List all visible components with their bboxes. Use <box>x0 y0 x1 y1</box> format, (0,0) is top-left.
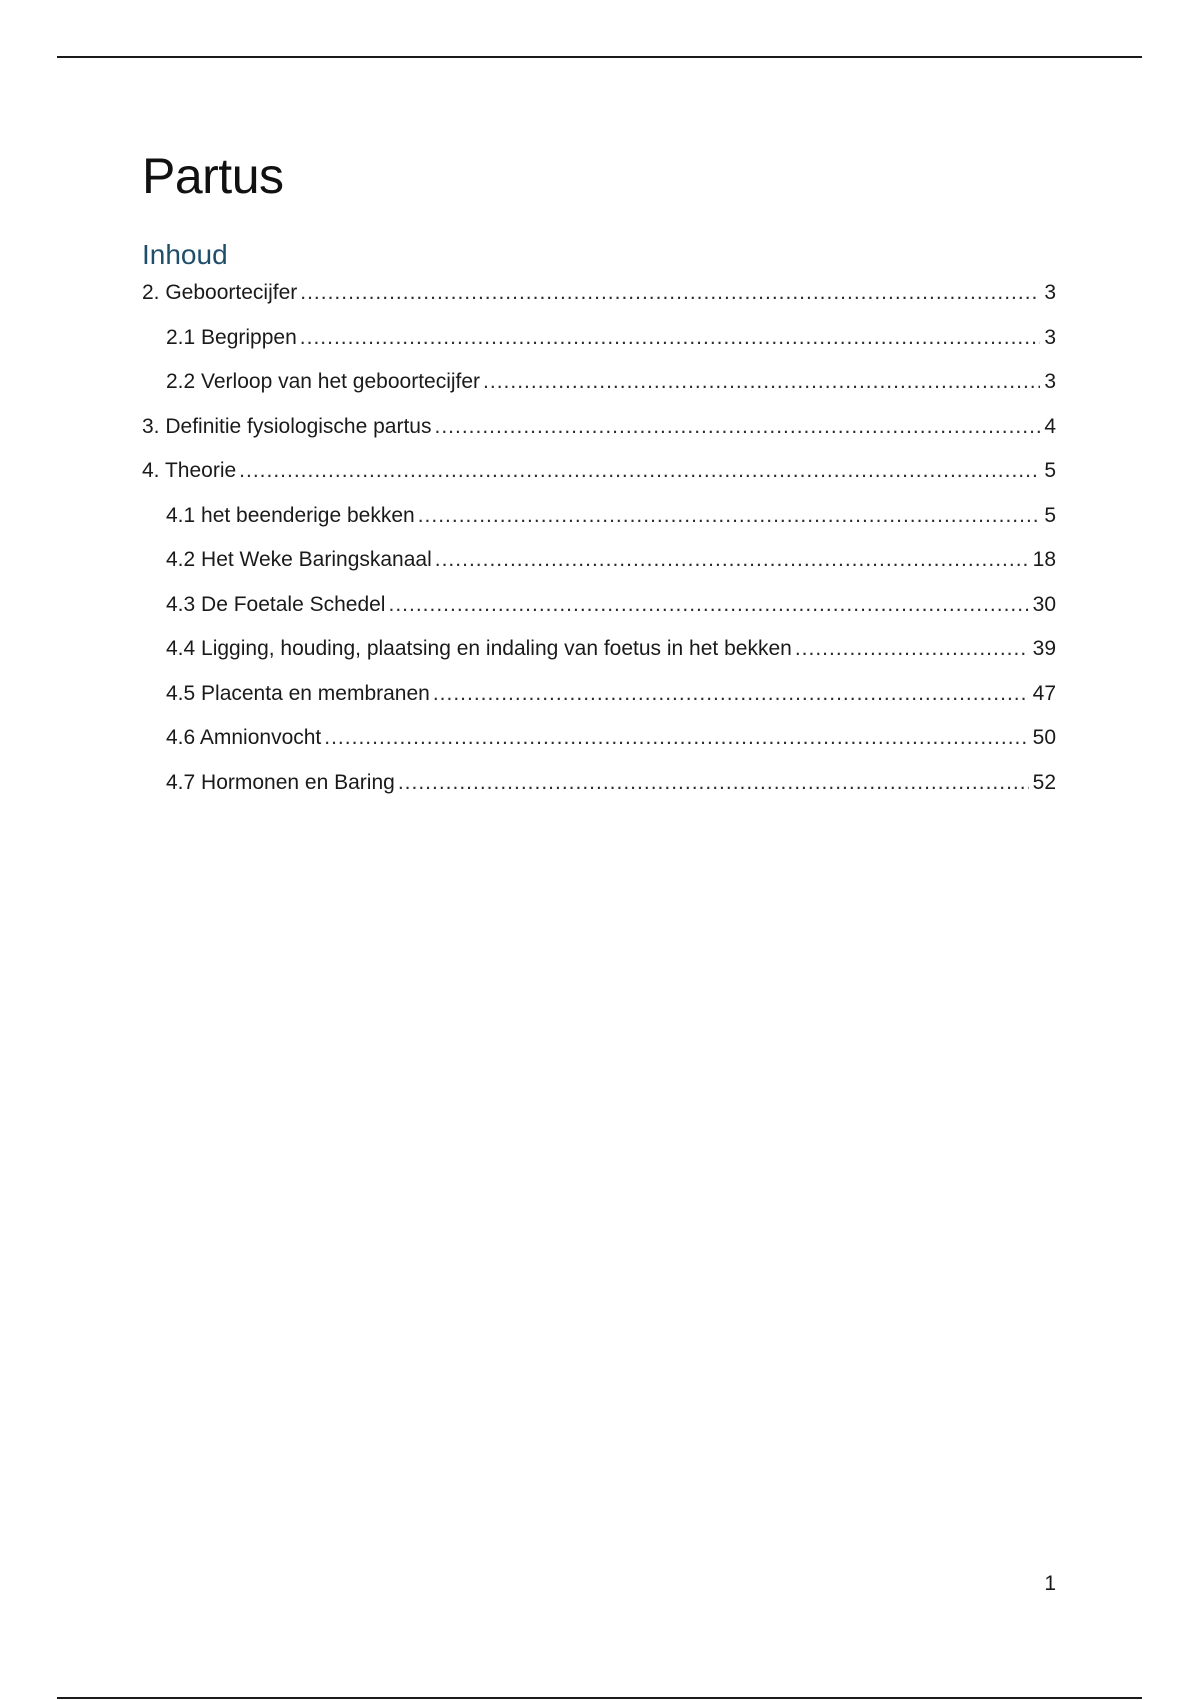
toc-dot-leader <box>795 632 1029 666</box>
toc-entry-page: 3 <box>1044 281 1056 304</box>
toc-entry-label: 4.4 Ligging, houding, plaatsing en indaling van foetus in het bekken <box>166 637 792 660</box>
toc-entry-page: 4 <box>1044 414 1056 438</box>
toc-dot-leader <box>324 721 1028 755</box>
toc-entry-page: 30 <box>1032 592 1056 616</box>
toc-entry[interactable] <box>142 410 1056 455</box>
toc-entry-label: 2.2 Verloop van het geboortecijfer <box>166 370 481 393</box>
toc-entry-label: 2.1 Begrippen <box>166 325 297 349</box>
toc-entry[interactable] <box>142 365 1056 410</box>
toc-entry-page: 3 <box>1044 325 1056 349</box>
toc-entry-page: 47 <box>1032 681 1056 705</box>
toc-entry-label: 4. Theorie <box>142 459 237 482</box>
toc-entry-label: 4.6 Amnionvocht <box>166 726 322 749</box>
toc-entry-label: 4.1 het beenderige bekken <box>166 503 415 527</box>
toc-entry-page: 18 <box>1032 548 1056 571</box>
toc-entry-label: 2. Geboortecijfer <box>142 281 298 304</box>
toc-entry[interactable] <box>142 588 1056 633</box>
toc-entry-page: 3 <box>1044 370 1056 393</box>
toc-entry-page: 5 <box>1044 503 1056 527</box>
toc-entry-label: 3. Definitie fysiologische partus <box>142 414 432 438</box>
toc-dot-leader <box>433 677 1029 711</box>
toc-entry-page: 52 <box>1032 770 1056 794</box>
toc-entry[interactable] <box>142 677 1056 722</box>
toc-entry[interactable] <box>142 321 1056 366</box>
toc-entry[interactable] <box>142 766 1056 811</box>
page-number: 1 <box>1044 1572 1056 1595</box>
toc-dot-leader <box>239 454 1040 488</box>
toc-entry-label: 4.2 Het Weke Baringskanaal <box>166 548 432 571</box>
toc-entry[interactable] <box>142 632 1056 677</box>
toc-entry[interactable] <box>142 543 1056 588</box>
toc-entry[interactable] <box>142 454 1056 499</box>
toc-dot-leader <box>388 588 1028 622</box>
toc-entry[interactable] <box>142 276 1056 321</box>
footer-rule <box>57 1697 1142 1699</box>
toc-heading: Inhoud <box>142 239 228 270</box>
toc-dot-leader <box>300 321 1041 355</box>
toc-entry-label: 4.7 Hormonen en Baring <box>166 770 395 794</box>
toc-entry-label: 4.5 Placenta en membranen <box>166 681 430 705</box>
toc-dot-leader <box>483 365 1040 399</box>
toc-dot-leader <box>434 410 1040 444</box>
toc-entry-page: 5 <box>1044 459 1056 482</box>
header-rule <box>57 56 1142 58</box>
toc-entry[interactable] <box>142 721 1056 766</box>
toc-entry[interactable] <box>142 499 1056 544</box>
toc-dot-leader <box>418 499 1041 533</box>
toc-dot-leader <box>300 276 1040 310</box>
table-of-contents <box>142 276 1056 810</box>
toc-dot-leader <box>398 766 1029 800</box>
toc-entry-label: 4.3 De Foetale Schedel <box>166 592 386 616</box>
toc-dot-leader <box>435 543 1029 577</box>
toc-entry-page: 39 <box>1032 637 1056 660</box>
toc-entry-page: 50 <box>1032 726 1056 749</box>
page-title: Partus <box>142 148 284 204</box>
